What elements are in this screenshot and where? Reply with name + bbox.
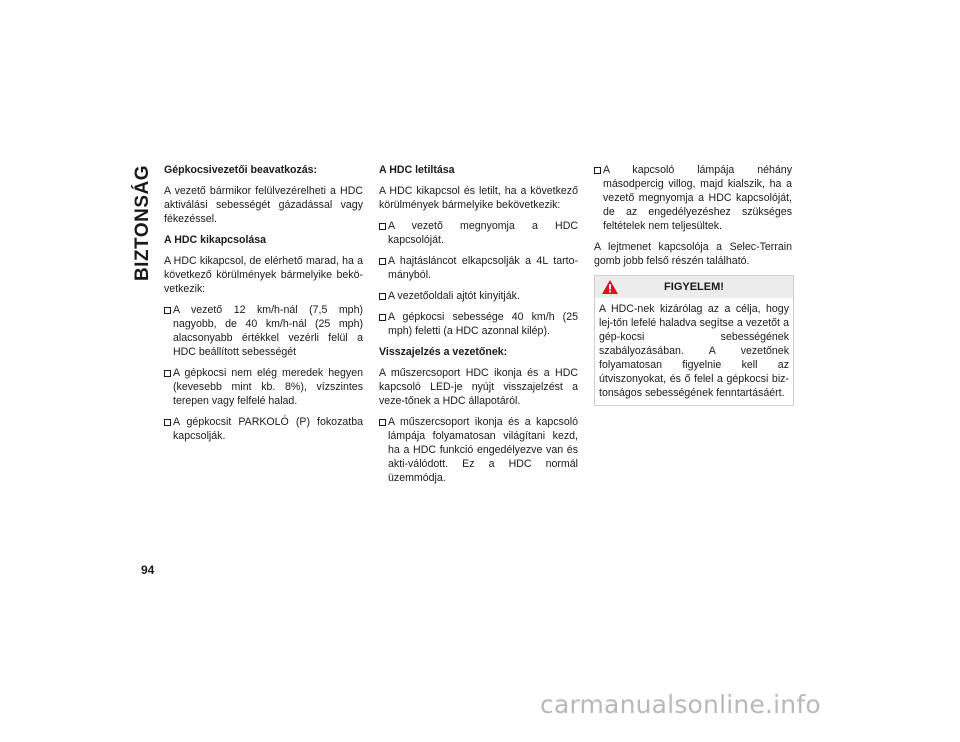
list-item: A hajtásláncot elkapcsolják a 4L tarto-mányból. bbox=[379, 254, 578, 282]
paragraph-switch-location: A lejtmenet kapcsolója a Selec-Terrain gomb jobb felső részén található. bbox=[594, 241, 792, 267]
page-number: 94 bbox=[141, 563, 155, 577]
warning-box bbox=[594, 275, 794, 406]
bullet-list-feedback-cont bbox=[594, 163, 792, 233]
section-tab: BIZTONSÁG bbox=[132, 165, 153, 282]
warning-text: A HDC-nek kizárólag az a célja, hogy lej-tőn lefelé haladva segítse a vezetőt a gép-kocsi sebességének szabályozásában. A vezetőnek folyamatosan figyelnie kell az útviszonyokat, és ő felel a gépkocsi biz-tonságos sebességének fenntartásáért. bbox=[599, 303, 789, 399]
list-item: A vezető 12 km/h-nál (7,5 mph) nagyobb, de 40 km/h-nál (25 mph) alacsonyabb értékkel vezérli felül a HDC beállított sebességét bbox=[164, 303, 363, 359]
warning-title: FIGYELEM! bbox=[664, 281, 724, 293]
heading-hdc-off: A HDC letiltása bbox=[379, 164, 455, 176]
list-item: A vezetőoldali ajtót kinyitják. bbox=[379, 289, 578, 303]
list-item: A gépkocsit PARKOLÓ (P) fokozatba kapcsolják. bbox=[164, 415, 363, 443]
column-1 bbox=[164, 163, 363, 450]
heading-hdc-disable: A HDC kikapcsolása bbox=[164, 234, 267, 246]
bullet-list-feedback bbox=[379, 415, 578, 485]
column-2 bbox=[379, 163, 578, 492]
paragraph-driver-feedback: A műszercsoport HDC ikonja és a HDC kapcsoló LED-je nyújt visszajelzést a veze-tőnek a HDC állapotáról. bbox=[379, 367, 578, 407]
bullet-list-disable-conditions bbox=[164, 303, 363, 443]
column-3 bbox=[594, 163, 792, 406]
watermark: carmanualsonline.info bbox=[540, 690, 821, 719]
list-item: A műszercsoport ikonja és a kapcsoló lámpája folyamatosan világítani kezd, ha a HDC funkció engedélyezve van és akti-válódott. Ez a HDC normál üzemmódja. bbox=[379, 415, 578, 485]
paragraph-hdc-disable: A HDC kikapcsol, de elérhető marad, ha a következő körülmények bármelyike bekö-vetkezik: bbox=[164, 255, 363, 295]
list-item: A vezető megnyomja a HDC kapcsolóját. bbox=[379, 219, 578, 247]
paragraph-driver-intervention: A vezető bármikor felülvezérelheti a HDC aktiválási sebességét gázadással vagy fékezéssel. bbox=[164, 185, 363, 225]
list-item: A kapcsoló lámpája néhány másodpercig villog, majd kialszik, ha a vezető megnyomja a HDC kapcsolóját, de az engedélyezéshez szükséges feltételek nem teljesültek. bbox=[594, 163, 792, 233]
warning-triangle-icon bbox=[601, 279, 619, 295]
heading-driver-intervention: Gépkocsivezetői beavatkozás: bbox=[164, 164, 318, 176]
paragraph-hdc-off: A HDC kikapcsol és letilt, ha a következő körülmények bármelyike bekövetkezik: bbox=[379, 185, 578, 211]
heading-driver-feedback: Visszajelzés a vezetőnek: bbox=[379, 346, 508, 358]
list-item: A gépkocsi nem elég meredek hegyen (kevesebb mint kb. 8%), vízszintes terepen vagy felfelé halad. bbox=[164, 366, 363, 408]
list-item: A gépkocsi sebessége 40 km/h (25 mph) feletti (a HDC azonnal kilép). bbox=[379, 310, 578, 338]
bullet-list-off-conditions bbox=[379, 219, 578, 338]
warning-header bbox=[595, 276, 793, 298]
